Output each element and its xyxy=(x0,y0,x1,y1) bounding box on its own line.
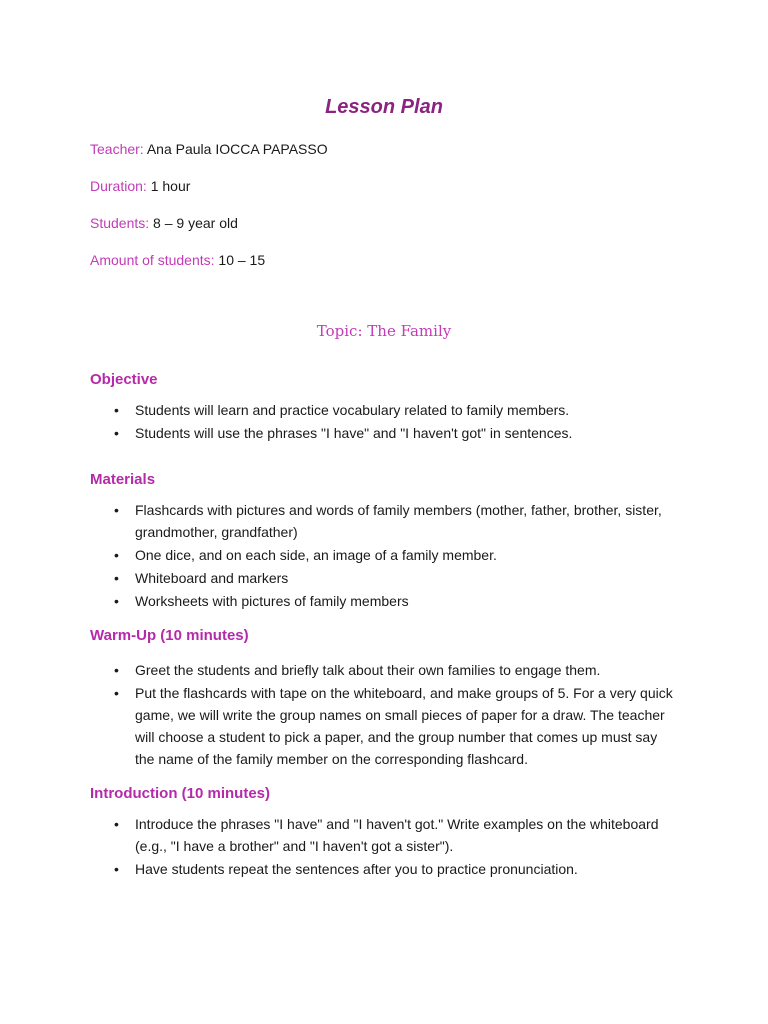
list-item xyxy=(90,422,680,444)
teacher-label: Teacher: xyxy=(90,141,144,157)
amount-value: 10 – 15 xyxy=(218,252,266,268)
warmup-list xyxy=(90,659,680,771)
bullet-icon: • xyxy=(114,502,119,518)
teacher-value: Ana Paula IOCCA PAPASSO xyxy=(146,141,328,157)
list-item-text: Introduce the phrases "I have" and "I haven't got." Write examples on the whiteboard (e.g., "I have a brother" and "I haven't got a sister"). xyxy=(135,816,659,854)
introduction-heading: Introduction (10 minutes) xyxy=(90,785,270,802)
bullet-icon: • xyxy=(114,816,119,832)
list-item xyxy=(90,499,680,543)
topic-heading: Topic: The Family xyxy=(316,322,452,340)
bullet-icon: • xyxy=(114,861,119,877)
list-item xyxy=(90,659,680,681)
objective-heading: Objective xyxy=(90,371,158,388)
amount-line xyxy=(90,250,265,270)
duration-value: 1 hour xyxy=(150,178,191,194)
page-title: Lesson Plan xyxy=(325,96,443,118)
bullet-icon: • xyxy=(114,685,119,701)
document-page xyxy=(90,0,680,1024)
list-item xyxy=(90,590,680,612)
list-item-text: Students will use the phrases "I have" and "I haven't got" in sentences. xyxy=(135,425,573,441)
list-item-text: Have students repeat the sentences after you to practice pronunciation. xyxy=(135,861,578,877)
list-item xyxy=(90,682,680,770)
bullet-icon: • xyxy=(114,547,119,563)
bullet-icon: • xyxy=(114,593,119,609)
students-label: Students: xyxy=(90,215,150,231)
list-item-text: Flashcards with pictures and words of family members (mother, father, brother, sister, grandmother, grandfather) xyxy=(135,502,662,540)
duration-line xyxy=(90,176,190,196)
bullet-icon: • xyxy=(114,570,119,586)
list-item xyxy=(90,544,680,566)
students-line xyxy=(90,213,238,233)
list-item-text: Whiteboard and markers xyxy=(135,570,289,586)
bullet-icon: • xyxy=(114,402,119,418)
bullet-icon: • xyxy=(114,662,119,678)
students-value: 8 – 9 year old xyxy=(153,215,238,231)
list-item xyxy=(90,567,680,589)
list-item-text: Greet the students and briefly talk about their own families to engage them. xyxy=(135,662,601,678)
warmup-heading: Warm-Up (10 minutes) xyxy=(90,627,249,644)
list-item-text: Students will learn and practice vocabulary related to family members. xyxy=(135,402,570,418)
materials-heading: Materials xyxy=(90,471,156,488)
list-item-text: Worksheets with pictures of family members xyxy=(135,593,409,609)
list-item xyxy=(90,399,680,421)
introduction-list xyxy=(90,813,680,881)
duration-label: Duration: xyxy=(90,178,147,194)
bullet-icon: • xyxy=(114,425,119,441)
materials-list xyxy=(90,499,680,613)
list-item-text: Put the flashcards with tape on the whiteboard, and make groups of 5. For a very quick game, we will write the group names on small pieces of paper for a draw. The teacher will choose a student to pick a paper, and the group number that comes up must say the name of the family member on the corresponding flashcard. xyxy=(135,685,673,767)
list-item xyxy=(90,858,680,880)
objective-list xyxy=(90,399,680,445)
amount-label: Amount of students: xyxy=(90,252,215,268)
list-item xyxy=(90,813,680,857)
teacher-line xyxy=(90,139,328,159)
list-item-text: One dice, and on each side, an image of a family member. xyxy=(135,547,497,563)
